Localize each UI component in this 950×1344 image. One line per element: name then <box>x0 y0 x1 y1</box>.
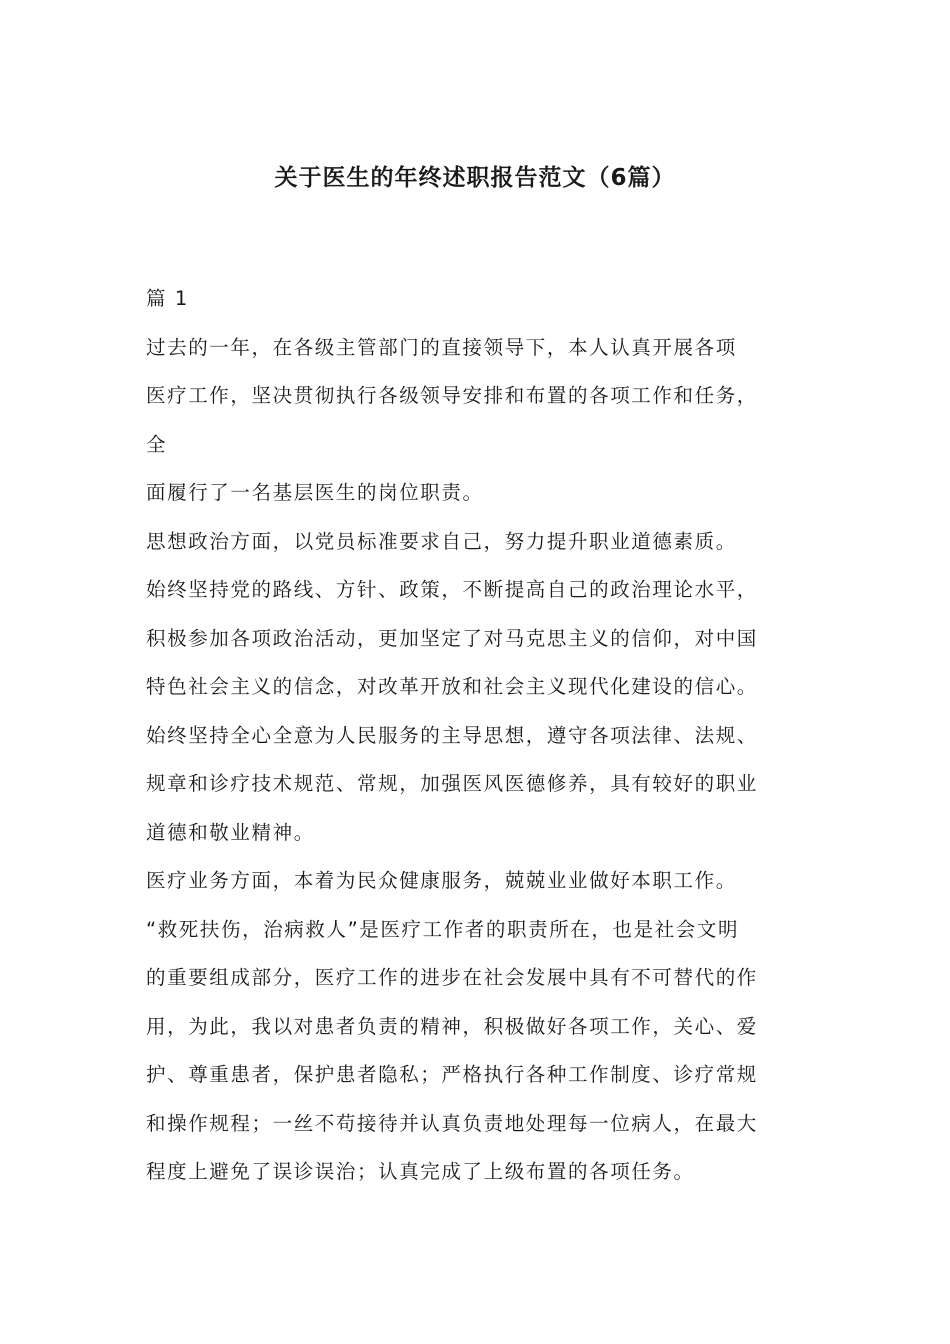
text-line: 始终坚持全心全意为人民服务的主导思想，遵守各项法律、法规、 <box>146 723 758 747</box>
text-line: 医疗工作，坚决贯彻执行各级领导安排和布置的各项工作和任务， <box>146 384 758 407</box>
text-line: 程度上避免了误诊误治；认真完成了上级布置的各项任务。 <box>146 1160 695 1183</box>
text-line: 护、尊重患者，保护患者隐私；严格执行各种工作制度、诊疗常规 <box>146 1063 758 1086</box>
text-line: 积极参加各项政治活动，更加坚定了对马克思主义的信仰，对中国 <box>146 626 758 650</box>
document-title: 关于医生的年终述职报告范文（6篇） <box>274 165 676 191</box>
text-line: 面履行了一名基层医生的岗位职责。 <box>146 481 484 504</box>
section-heading: 篇 1 <box>146 287 189 310</box>
text-line: 全 <box>146 432 168 456</box>
text-line: 和操作规程；一丝不苟接待并认真负责地处理每一位病人，在最大 <box>146 1111 758 1135</box>
document-body <box>146 282 826 1204</box>
text-line: 始终坚持党的路线、方针、政策，不断提高自己的政治理论水平， <box>146 578 758 601</box>
text-line: 用，为此，我以对患者负责的精神，积极做好各项工作，关心、爱 <box>146 1014 758 1038</box>
text-line: 的重要组成部分，医疗工作的进步在社会发展中具有不可替代的作 <box>146 966 758 989</box>
text-line: 道德和敬业精神。 <box>146 820 315 844</box>
text-line: 医疗业务方面，本着为民众健康服务，兢兢业业做好本职工作。 <box>146 869 737 892</box>
text-line: 过去的一年，在各级主管部门的直接领导下，本人认真开展各项 <box>146 335 737 359</box>
text-line: 规章和诊疗技术规范、常规，加强医风医德修养，具有较好的职业 <box>146 772 758 795</box>
text-line: 特色社会主义的信念，对改革开放和社会主义现代化建设的信心。 <box>146 675 758 698</box>
text-line: 思想政治方面，以党员标准要求自己，努力提升职业道德素质。 <box>146 529 737 553</box>
text-line: “救死扶伤，治病救人”是医疗工作者的职责所在，也是社会文明 <box>146 917 740 941</box>
